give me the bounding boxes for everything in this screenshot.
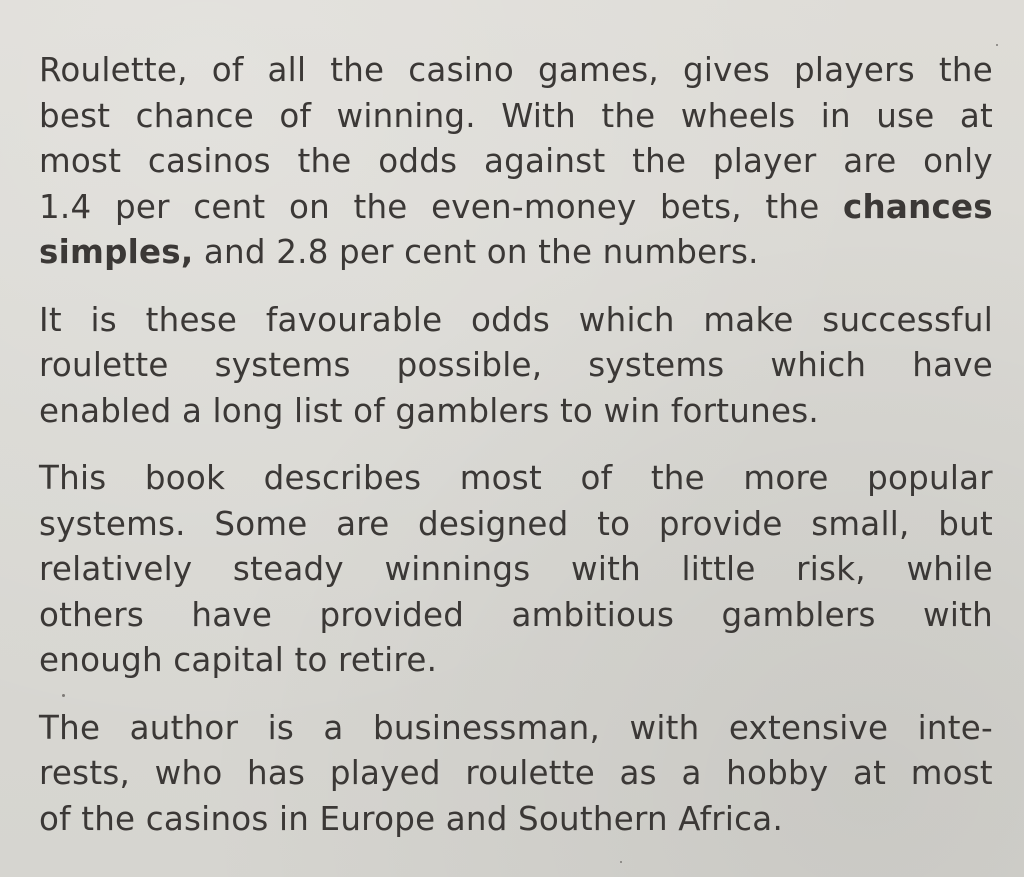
word: in (820, 96, 851, 135)
word: make (703, 300, 794, 339)
text-line (39, 48, 993, 94)
text-line (39, 797, 993, 843)
word: describes (263, 459, 422, 497)
word: Roulette, (39, 51, 188, 89)
word: hobby (726, 754, 829, 792)
word: fortunes. (670, 391, 819, 430)
word: the (632, 142, 687, 180)
word: systems (588, 346, 725, 384)
word: most (39, 142, 122, 180)
word: odds (471, 300, 551, 339)
word: chances (843, 187, 993, 226)
word: of (580, 459, 613, 497)
word: are (336, 504, 390, 543)
word: have (191, 595, 273, 634)
word: a (181, 391, 203, 430)
word: gamblers (395, 391, 550, 430)
word: the (297, 142, 352, 180)
word: successful (822, 300, 993, 339)
word: ambitious (511, 595, 675, 634)
word: It (39, 300, 62, 339)
word: designed (418, 504, 569, 543)
word: against (483, 142, 606, 180)
word: popular (867, 459, 993, 497)
paper-speck (62, 694, 65, 697)
word: retire. (338, 641, 438, 679)
word: use (876, 96, 935, 135)
word: a (323, 708, 344, 747)
word: This (39, 459, 107, 497)
word: rests, (39, 754, 131, 792)
text-line (39, 547, 993, 593)
text-line (39, 638, 993, 684)
text-line (39, 706, 993, 752)
text-line (39, 456, 993, 502)
word: the (650, 459, 705, 497)
word: the (81, 799, 136, 838)
word: casino (408, 51, 515, 89)
word: on (288, 187, 330, 226)
word: Some (214, 504, 308, 543)
word: Europe (319, 799, 436, 838)
word: are (843, 142, 897, 180)
word: the (938, 51, 993, 89)
word: small, (811, 504, 910, 543)
word: roulette (465, 754, 595, 792)
word: have (912, 346, 993, 384)
paper-speck (620, 861, 622, 863)
word: wheels (680, 96, 796, 135)
word: with (923, 595, 993, 634)
word: to (597, 504, 631, 543)
word: capital (173, 641, 285, 679)
word: The (39, 708, 101, 747)
text-line (39, 298, 993, 344)
word: most (459, 459, 542, 497)
word: favourable (265, 300, 443, 339)
word: cent (193, 187, 266, 226)
word: bets, (660, 187, 742, 226)
word: With (501, 96, 577, 135)
word: is (267, 708, 295, 747)
word: winning. (336, 96, 476, 135)
word: casinos (147, 142, 271, 180)
word: more (743, 459, 829, 497)
word: the (601, 96, 656, 135)
word: the (330, 51, 385, 89)
word: best (39, 96, 111, 135)
text-line (39, 593, 993, 639)
word: as (619, 754, 657, 792)
word: who (154, 754, 223, 792)
word: which (578, 300, 675, 339)
text-line (39, 94, 993, 140)
word: in (279, 799, 310, 838)
word: chance (135, 96, 254, 135)
word: most (910, 754, 993, 792)
word: simples, (39, 233, 194, 271)
word: per (339, 233, 394, 271)
word: odds (378, 142, 458, 180)
word: others (39, 595, 145, 634)
word: provided (319, 595, 465, 634)
word: which (770, 346, 867, 384)
paragraph-2 (39, 298, 993, 435)
word: of (39, 799, 71, 838)
word: book (144, 459, 226, 497)
word: on (486, 233, 528, 271)
word: winnings (384, 550, 531, 588)
text-line (39, 751, 993, 797)
text-line (39, 230, 993, 276)
word: cent (404, 233, 477, 271)
word: per (114, 187, 170, 226)
word: even-money (431, 187, 637, 226)
word: inte- (917, 708, 993, 747)
word: Africa. (678, 799, 784, 838)
word: roulette (39, 346, 169, 384)
word: possible, (396, 346, 543, 384)
word: list (294, 391, 343, 430)
word: casinos (145, 799, 269, 838)
word: the (765, 187, 820, 226)
word: businessman, (372, 708, 601, 747)
word: only (923, 142, 993, 180)
text-line (39, 343, 993, 389)
word: provide (658, 504, 783, 543)
word: risk, (796, 550, 866, 588)
word: gives (682, 51, 771, 89)
word: steady (232, 550, 344, 588)
word: of (211, 51, 244, 89)
word: the (353, 187, 408, 226)
word: players (794, 51, 915, 89)
word: extensive (728, 708, 889, 747)
word: gamblers (721, 595, 876, 634)
word: to (294, 641, 328, 679)
paragraph-3 (39, 456, 993, 684)
word: numbers. (602, 233, 759, 271)
word: these (145, 300, 238, 339)
word: at (852, 754, 887, 792)
word: systems (214, 346, 351, 384)
word: of (279, 96, 312, 135)
text-line (39, 185, 993, 231)
word: 1.4 (39, 187, 92, 226)
paragraph-4 (39, 706, 993, 843)
word: has (247, 754, 306, 792)
word: with (571, 550, 641, 588)
word: while (906, 550, 993, 588)
word: the (538, 233, 593, 271)
text-line (39, 502, 993, 548)
word: a (681, 754, 702, 792)
word: at (959, 96, 993, 135)
word: but (938, 504, 993, 543)
word: with (629, 708, 700, 747)
word: enabled (39, 391, 172, 430)
word: played (329, 754, 441, 792)
word: to (559, 391, 594, 430)
word: of (353, 391, 385, 430)
word: games, (538, 51, 659, 89)
word: Southern (518, 799, 668, 838)
word: and (203, 233, 266, 271)
word: long (212, 391, 284, 430)
word: little (681, 550, 756, 588)
word: all (267, 51, 307, 89)
text-line (39, 389, 993, 435)
word: author (129, 708, 239, 747)
word: is (90, 300, 117, 339)
word: and (445, 799, 508, 838)
word: 2.8 (276, 233, 329, 271)
word: systems. (39, 504, 186, 543)
word: enough (39, 641, 163, 679)
word: win (603, 391, 661, 430)
text-line (39, 139, 993, 185)
word: relatively (39, 550, 193, 588)
back-cover-text (39, 48, 993, 864)
paper-speck (996, 44, 998, 46)
paragraph-1 (39, 48, 993, 276)
word: player (712, 142, 817, 180)
